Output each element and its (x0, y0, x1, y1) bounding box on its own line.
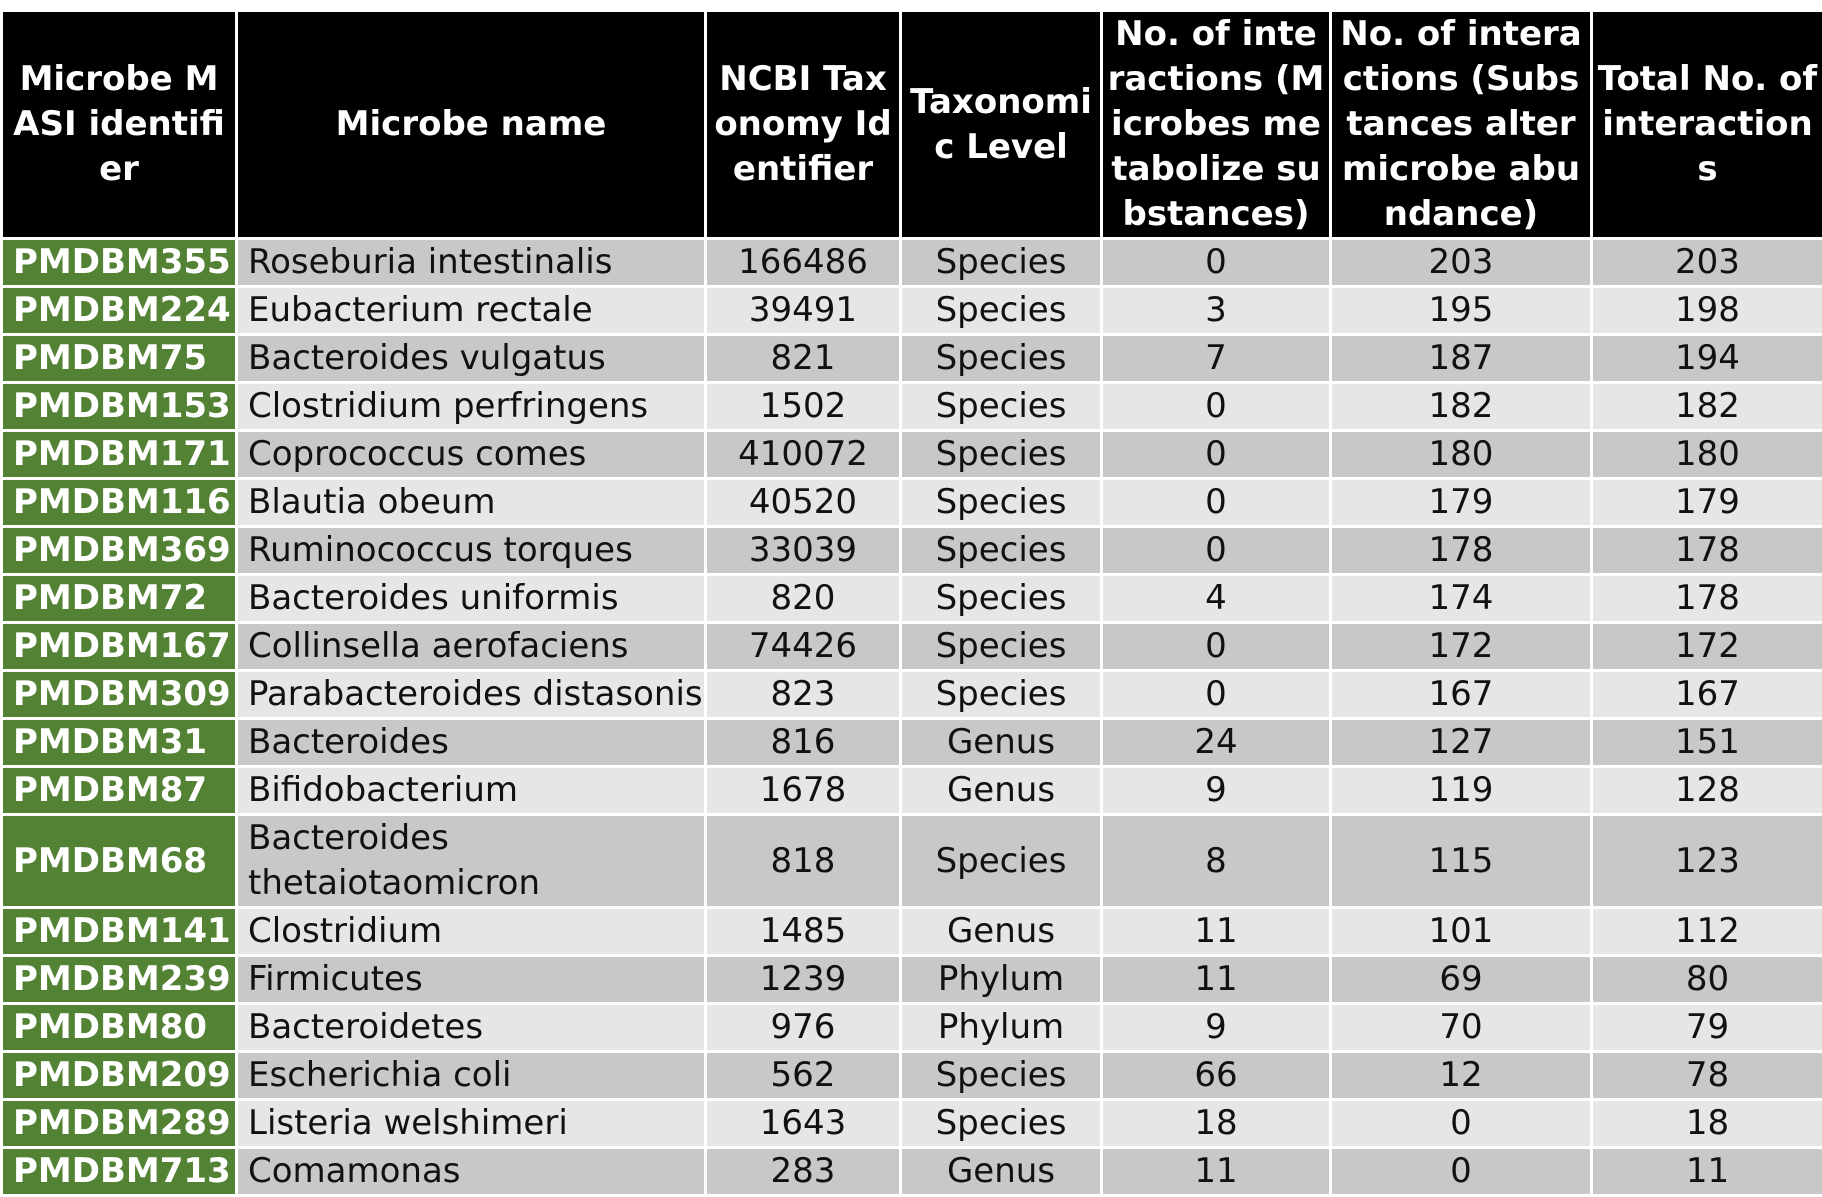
cell-microbe-name: Bacteroides uniformis (237, 575, 706, 623)
cell-masi-id: PMDBM309 (2, 671, 237, 719)
table-row (2, 671, 1822, 719)
table-row (2, 383, 1822, 431)
cell-taxonomic-level: Genus (901, 767, 1102, 815)
cell-total-count: 203 (1592, 239, 1822, 287)
cell-metabolize-count: 9 (1102, 767, 1331, 815)
cell-masi-id: PMDBM355 (2, 239, 237, 287)
cell-metabolize-count: 0 (1102, 431, 1331, 479)
cell-microbe-name: Ruminococcus torques (237, 527, 706, 575)
cell-alter-abundance-count: 0 (1331, 1148, 1592, 1196)
cell-metabolize-count: 0 (1102, 527, 1331, 575)
cell-alter-abundance-count: 119 (1331, 767, 1592, 815)
cell-total-count: 79 (1592, 1004, 1822, 1052)
cell-masi-id: PMDBM713 (2, 1148, 237, 1196)
cell-masi-id: PMDBM209 (2, 1052, 237, 1100)
cell-masi-id: PMDBM153 (2, 383, 237, 431)
cell-ncbi-id: 283 (706, 1148, 901, 1196)
cell-metabolize-count: 24 (1102, 719, 1331, 767)
cell-ncbi-id: 33039 (706, 527, 901, 575)
cell-masi-id: PMDBM224 (2, 287, 237, 335)
cell-ncbi-id: 821 (706, 335, 901, 383)
cell-taxonomic-level: Genus (901, 719, 1102, 767)
header-total-interactions: Total No. of interactions (1592, 12, 1822, 239)
cell-taxonomic-level: Phylum (901, 1004, 1102, 1052)
cell-ncbi-id: 39491 (706, 287, 901, 335)
cell-alter-abundance-count: 69 (1331, 956, 1592, 1004)
cell-total-count: 198 (1592, 287, 1822, 335)
cell-alter-abundance-count: 172 (1331, 623, 1592, 671)
cell-metabolize-count: 0 (1102, 383, 1331, 431)
cell-ncbi-id: 823 (706, 671, 901, 719)
cell-masi-id: PMDBM141 (2, 908, 237, 956)
cell-total-count: 78 (1592, 1052, 1822, 1100)
table-row (2, 908, 1822, 956)
cell-taxonomic-level: Genus (901, 1148, 1102, 1196)
cell-metabolize-count: 66 (1102, 1052, 1331, 1100)
cell-ncbi-id: 816 (706, 719, 901, 767)
table-row (2, 815, 1822, 908)
cell-ncbi-id: 1502 (706, 383, 901, 431)
cell-alter-abundance-count: 203 (1331, 239, 1592, 287)
cell-microbe-name: Comamonas (237, 1148, 706, 1196)
cell-alter-abundance-count: 101 (1331, 908, 1592, 956)
cell-total-count: 123 (1592, 815, 1822, 908)
microbe-interactions-table (0, 12, 1822, 1197)
table-row (2, 956, 1822, 1004)
cell-masi-id: PMDBM116 (2, 479, 237, 527)
cell-masi-id: PMDBM171 (2, 431, 237, 479)
cell-taxonomic-level: Species (901, 1100, 1102, 1148)
header-ncbi-taxonomy-identifier: NCBI Taxonomy Identifier (706, 12, 901, 239)
header-interactions-metabolize: No. of interactions (Microbes metabolize substances) (1102, 12, 1331, 239)
table-row (2, 767, 1822, 815)
cell-microbe-name: Clostridium (237, 908, 706, 956)
cell-alter-abundance-count: 0 (1331, 1100, 1592, 1148)
cell-total-count: 151 (1592, 719, 1822, 767)
cell-microbe-name: Bacteroidetes (237, 1004, 706, 1052)
table-row (2, 1148, 1822, 1196)
cell-total-count: 182 (1592, 383, 1822, 431)
cell-microbe-name: Roseburia intestinalis (237, 239, 706, 287)
cell-metabolize-count: 0 (1102, 239, 1331, 287)
cell-metabolize-count: 11 (1102, 956, 1331, 1004)
cell-alter-abundance-count: 167 (1331, 671, 1592, 719)
cell-ncbi-id: 1485 (706, 908, 901, 956)
table-row (2, 479, 1822, 527)
cell-taxonomic-level: Phylum (901, 956, 1102, 1004)
cell-alter-abundance-count: 174 (1331, 575, 1592, 623)
cell-alter-abundance-count: 12 (1331, 1052, 1592, 1100)
table-row (2, 527, 1822, 575)
table-row (2, 575, 1822, 623)
header-row (2, 12, 1822, 239)
cell-total-count: 11 (1592, 1148, 1822, 1196)
cell-metabolize-count: 0 (1102, 623, 1331, 671)
cell-masi-id: PMDBM80 (2, 1004, 237, 1052)
cell-microbe-name: Eubacterium rectale (237, 287, 706, 335)
cell-alter-abundance-count: 179 (1331, 479, 1592, 527)
cell-alter-abundance-count: 178 (1331, 527, 1592, 575)
cell-metabolize-count: 11 (1102, 1148, 1331, 1196)
table-container (0, 12, 1822, 1197)
cell-metabolize-count: 0 (1102, 671, 1331, 719)
header-taxonomic-level: Taxonomic Level (901, 12, 1102, 239)
header-microbe-name: Microbe name (237, 12, 706, 239)
cell-total-count: 178 (1592, 575, 1822, 623)
cell-taxonomic-level: Genus (901, 908, 1102, 956)
cell-masi-id: PMDBM167 (2, 623, 237, 671)
cell-ncbi-id: 1678 (706, 767, 901, 815)
cell-metabolize-count: 4 (1102, 575, 1331, 623)
header-interactions-alter-abundance: No. of interactions (Substances alter microbe abundance) (1331, 12, 1592, 239)
table-row (2, 431, 1822, 479)
cell-masi-id: PMDBM289 (2, 1100, 237, 1148)
cell-taxonomic-level: Species (901, 239, 1102, 287)
cell-ncbi-id: 1239 (706, 956, 901, 1004)
table-row (2, 287, 1822, 335)
table-row (2, 335, 1822, 383)
cell-taxonomic-level: Species (901, 335, 1102, 383)
cell-metabolize-count: 0 (1102, 479, 1331, 527)
cell-masi-id: PMDBM75 (2, 335, 237, 383)
cell-masi-id: PMDBM31 (2, 719, 237, 767)
header-masi-identifier: Microbe MASI identifier (2, 12, 237, 239)
table-row (2, 1004, 1822, 1052)
cell-microbe-name: Clostridium perfringens (237, 383, 706, 431)
cell-taxonomic-level: Species (901, 575, 1102, 623)
cell-ncbi-id: 166486 (706, 239, 901, 287)
cell-taxonomic-level: Species (901, 671, 1102, 719)
cell-ncbi-id: 74426 (706, 623, 901, 671)
cell-total-count: 179 (1592, 479, 1822, 527)
cell-microbe-name: Collinsella aerofaciens (237, 623, 706, 671)
cell-taxonomic-level: Species (901, 479, 1102, 527)
cell-taxonomic-level: Species (901, 431, 1102, 479)
table-row (2, 1100, 1822, 1148)
cell-total-count: 178 (1592, 527, 1822, 575)
cell-metabolize-count: 11 (1102, 908, 1331, 956)
table-row (2, 1052, 1822, 1100)
cell-taxonomic-level: Species (901, 623, 1102, 671)
cell-microbe-name: Bacteroides thetaiotaomicron (237, 815, 706, 908)
cell-microbe-name: Parabacteroides distasonis (237, 671, 706, 719)
cell-total-count: 112 (1592, 908, 1822, 956)
cell-metabolize-count: 9 (1102, 1004, 1331, 1052)
cell-total-count: 167 (1592, 671, 1822, 719)
cell-taxonomic-level: Species (901, 527, 1102, 575)
cell-ncbi-id: 976 (706, 1004, 901, 1052)
cell-ncbi-id: 40520 (706, 479, 901, 527)
cell-total-count: 194 (1592, 335, 1822, 383)
cell-metabolize-count: 3 (1102, 287, 1331, 335)
table-row (2, 239, 1822, 287)
table-row (2, 719, 1822, 767)
cell-masi-id: PMDBM87 (2, 767, 237, 815)
cell-microbe-name: Escherichia coli (237, 1052, 706, 1100)
cell-metabolize-count: 18 (1102, 1100, 1331, 1148)
cell-total-count: 18 (1592, 1100, 1822, 1148)
cell-total-count: 80 (1592, 956, 1822, 1004)
cell-alter-abundance-count: 187 (1331, 335, 1592, 383)
cell-total-count: 180 (1592, 431, 1822, 479)
cell-microbe-name: Listeria welshimeri (237, 1100, 706, 1148)
cell-taxonomic-level: Species (901, 815, 1102, 908)
cell-microbe-name: Bacteroides vulgatus (237, 335, 706, 383)
cell-alter-abundance-count: 70 (1331, 1004, 1592, 1052)
cell-metabolize-count: 8 (1102, 815, 1331, 908)
cell-taxonomic-level: Species (901, 287, 1102, 335)
cell-metabolize-count: 7 (1102, 335, 1331, 383)
cell-ncbi-id: 818 (706, 815, 901, 908)
cell-total-count: 172 (1592, 623, 1822, 671)
cell-ncbi-id: 1643 (706, 1100, 901, 1148)
cell-alter-abundance-count: 127 (1331, 719, 1592, 767)
cell-ncbi-id: 562 (706, 1052, 901, 1100)
cell-ncbi-id: 820 (706, 575, 901, 623)
table-row (2, 623, 1822, 671)
cell-alter-abundance-count: 182 (1331, 383, 1592, 431)
cell-ncbi-id: 410072 (706, 431, 901, 479)
cell-alter-abundance-count: 180 (1331, 431, 1592, 479)
cell-microbe-name: Bacteroides (237, 719, 706, 767)
cell-total-count: 128 (1592, 767, 1822, 815)
cell-masi-id: PMDBM72 (2, 575, 237, 623)
cell-alter-abundance-count: 195 (1331, 287, 1592, 335)
cell-alter-abundance-count: 115 (1331, 815, 1592, 908)
cell-microbe-name: Bifidobacterium (237, 767, 706, 815)
cell-microbe-name: Coprococcus comes (237, 431, 706, 479)
cell-taxonomic-level: Species (901, 1052, 1102, 1100)
cell-masi-id: PMDBM68 (2, 815, 237, 908)
cell-microbe-name: Firmicutes (237, 956, 706, 1004)
cell-masi-id: PMDBM239 (2, 956, 237, 1004)
cell-taxonomic-level: Species (901, 383, 1102, 431)
cell-masi-id: PMDBM369 (2, 527, 237, 575)
cell-microbe-name: Blautia obeum (237, 479, 706, 527)
